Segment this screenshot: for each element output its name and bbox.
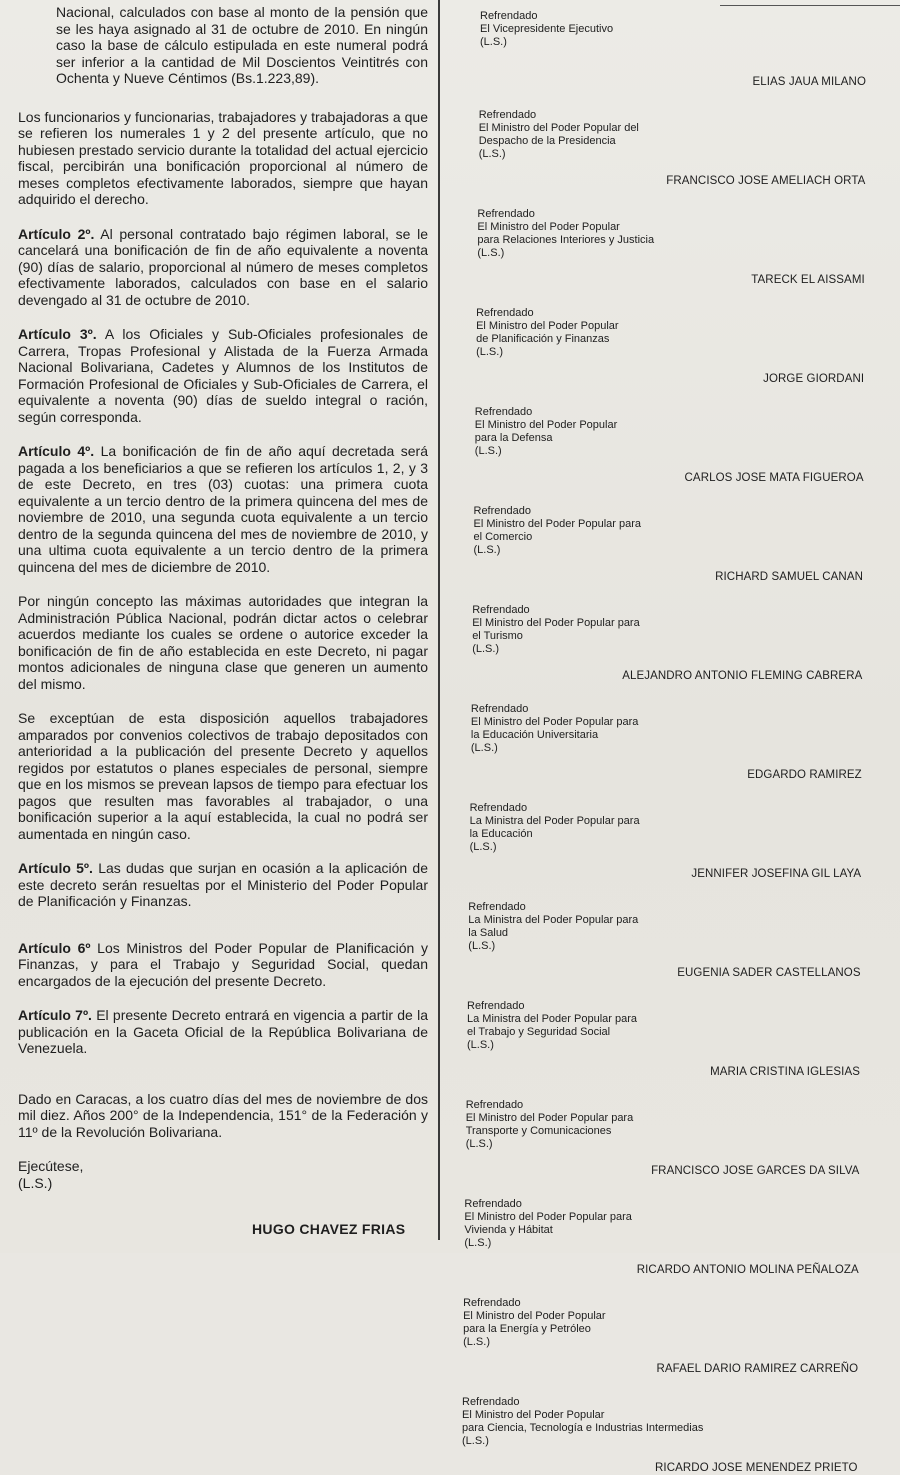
minister-title: El Ministro del Poder Popular para [470, 716, 639, 728]
article-4-title: Artículo 4º. [18, 443, 95, 459]
article-3-text: A los Oficiales y Sub-Oficiales profesionales de Carrera, Tropas Profesional y Alistada de la Fuerza Armada Nacional Bolivariana, Cadetes y Alumnos de los Institutos de Formación Profesional de Oficiales y Sub-Oficiales de Carrera, el equivalente a noventa (90) días de sueldo integral o ración, según corresponda. [18, 326, 429, 425]
article-3-title: Artículo 3º. [18, 326, 97, 342]
ls-seal-label: (L.S.) [478, 148, 506, 160]
refrendado-entry [467, 1000, 862, 1052]
refrendado-entry [476, 307, 862, 359]
refrendado-entry [479, 109, 862, 161]
ministry-name: para la Energía y Petróleo [463, 1323, 591, 1335]
ls-seal-label: (L.S.) [463, 1336, 490, 1348]
ministry-name: para Relaciones Interiores y Justicia [477, 234, 655, 246]
article-7 [18, 1007, 428, 1057]
ministry-name: de Planificación y Finanzas [476, 333, 610, 345]
article-2-title: Artículo 2º. [18, 225, 95, 242]
minister-name: EUGENIA SADER CASTELLANOS [677, 967, 861, 979]
refrendado-label: Refrendado [469, 802, 528, 814]
article-6-title: Artículo 6º [18, 939, 91, 956]
minister-title: El Ministro del Poder Popular [474, 419, 618, 431]
article-5-text: Las dudas que surjan en ocasión a la aplicación de este decreto serán resueltas por el Ministerio del Poder Popular de Planificación y Finanzas. [18, 860, 428, 909]
refrendado-label: Refrendado [477, 208, 535, 220]
refrendado-label: Refrendado [474, 406, 533, 418]
minister-title: La Ministra del Poder Popular para [467, 1013, 637, 1025]
ls-seal-label: (L.S.) [476, 346, 503, 358]
right-column [462, 10, 866, 1475]
minister-name: RICARDO JOSE MENENDEZ PRIETO [655, 1462, 858, 1474]
refrendado-entry [462, 1396, 862, 1448]
ejecutese-block [18, 1158, 428, 1191]
ls-seal-label: (L.S.) [464, 1237, 492, 1249]
article-3 [18, 326, 428, 425]
article-4-text: La bonificación de fin de año aquí decretada será pagada a los beneficiarios a que se refieren los artículos 1, 2, y 3 de este Decreto, en tres (03) cuotas: una primera cuota equivalente a un tercio dentro de la primera quincena del mes de noviembre de 2010, una segunda cuota equivalente a un tercio dentro de la segunda quincena del mes de noviembre de 2010, y una ultima cuota equivalente a un tercio dentro de la primera quincena del mes de diciembre de 2010. [18, 443, 428, 575]
minister-name: FRANCISCO JOSE GARCES DA SILVA [651, 1165, 860, 1177]
minister-title: El Vicepresidente Ejecutivo [480, 23, 614, 35]
article-2-text: Al personal contratado bajo régimen laboral, se le cancelará una bonificación de fin de año equivalente a noventa (90) días de salario, proporcional al número de meses completos efectivamente laborados, calculados con base en el salario devengado al 31 de octubre de 2010. [18, 225, 428, 308]
refrendado-label: Refrendado [463, 1297, 521, 1309]
minister-name: JORGE GIORDANI [763, 373, 865, 385]
refrendado-entry [466, 1099, 862, 1151]
ministry-name: Transporte y Comunicaciones [465, 1125, 612, 1137]
article-4 [18, 443, 428, 575]
minister-name: ALEJANDRO ANTONIO FLEMING CABRERA [622, 670, 863, 682]
minister-title: El Ministro del Poder Popular para [473, 518, 642, 530]
minister-title: La Ministra del Poder Popular para [468, 914, 639, 926]
refrendado-entry [475, 406, 862, 458]
minister-title: El Ministro del Poder Popular [476, 320, 619, 332]
refrendado-entry [468, 901, 862, 953]
refrendado-label: Refrendado [462, 1396, 520, 1408]
minister-name: FRANCISCO JOSE AMELIACH ORTA [666, 175, 866, 187]
paragraph-dado: Dado en Caracas, a los cuatro días del mes de noviembre de dos mil diez. Años 200° de la Independencia, 151° de la Federación y 11º de la Revolución Bolivariana. [18, 1090, 428, 1140]
refrendado-label: Refrendado [468, 901, 526, 913]
refrendado-entry [463, 1297, 862, 1349]
minister-title: El Ministro del Poder Popular para [464, 1211, 632, 1223]
refrendado-entry [480, 10, 862, 49]
ministry-name: para Ciencia, Tecnología e Industrias Intermedias [462, 1422, 704, 1434]
left-column [18, 4, 428, 1191]
refrendado-entry [474, 505, 863, 557]
ejecutese-label: Ejecútese, [18, 1158, 84, 1174]
ejecutese-ls: (L.S.) [18, 1174, 53, 1191]
paragraph-intro: Nacional, calculados con base al monto de la pensión que se les haya asignado al 31 de octubre de 2010. En ningún caso la base de cálculo estipulada en este numeral podrá ser inferior a la cantidad de Mil Doscientos Veintitrés con Ochenta y Nueve Céntimos (Bs.1.223,89). [56, 4, 428, 86]
refrendado-label: Refrendado [480, 10, 538, 22]
ls-seal-label: (L.S.) [473, 544, 501, 556]
minister-title: El Ministro del Poder Popular [477, 221, 620, 233]
ministry-name: Vivienda y Hábitat [464, 1224, 553, 1236]
minister-title: La Ministra del Poder Popular para [469, 815, 640, 827]
minister-title: El Ministro del Poder Popular del [478, 122, 639, 134]
refrendado-entry [471, 703, 862, 755]
ls-seal-label: (L.S.) [462, 1435, 489, 1447]
ministry-name: el Comercio [473, 531, 533, 543]
ministry-name: para la Defensa [474, 432, 553, 444]
refrendado-label: Refrendado [476, 307, 534, 319]
refrendado-label: Refrendado [470, 703, 529, 715]
ls-seal-label: (L.S.) [465, 1138, 493, 1150]
refrendado-entry [472, 604, 862, 656]
minister-name: CARLOS JOSE MATA FIGUEROA [684, 472, 864, 484]
refrendado-label: Refrendado [478, 109, 537, 121]
ls-seal-label: (L.S.) [480, 36, 507, 48]
refrendado-entry [477, 208, 862, 260]
article-5 [18, 860, 428, 910]
minister-name: MARIA CRISTINA IGLESIAS [710, 1066, 860, 1078]
refrendado-label: Refrendado [472, 604, 530, 616]
minister-title: El Ministro del Poder Popular para [472, 617, 640, 629]
ls-seal-label: (L.S.) [468, 940, 496, 952]
ls-seal-label: (L.S.) [474, 445, 502, 457]
paragraph-concepto: Por ningún concepto las máximas autoridades que integran la Administración Pública Nacional, podrán dictar actos o celebrar acuerdos mediante los cuales se ordene o autorice exceder la bonificación de fin de año establecida en este Decreto, ni pagar montos adicionales de ninguna clase que generen un aumento del mismo. [18, 593, 428, 692]
minister-name: EDGARDO RAMIREZ [747, 769, 862, 781]
refrendado-entry [464, 1198, 862, 1250]
refrendado-label: Refrendado [464, 1198, 522, 1210]
minister-name: TARECK EL AISSAMI [751, 274, 865, 286]
minister-name: JENNIFER JOSEFINA GIL LAYA [691, 868, 862, 880]
minister-name: RICHARD SAMUEL CANAN [715, 571, 863, 583]
refrendado-entry [470, 802, 862, 854]
article-2 [18, 226, 428, 309]
article-7-text: El presente Decreto entrará en vigencia a partir de la publicación en la Gaceta Oficial de la República Bolivariana de Venezuela. [18, 1007, 428, 1056]
minister-name: RAFAEL DARIO RAMIREZ CARREÑO [656, 1363, 859, 1375]
president-signature: HUGO CHAVEZ FRIAS [252, 1221, 406, 1237]
minister-title: El Ministro del Poder Popular para [465, 1112, 634, 1124]
ls-seal-label: (L.S.) [469, 841, 497, 853]
ls-seal-label: (L.S.) [467, 1039, 494, 1051]
refrendado-label: Refrendado [467, 1000, 525, 1012]
minister-title: El Ministro del Poder Popular [462, 1409, 605, 1421]
ls-seal-label: (L.S.) [477, 247, 505, 259]
minister-name: RICARDO ANTONIO MOLINA PEÑALOZA [636, 1264, 859, 1276]
article-6 [18, 940, 428, 990]
article-5-title: Artículo 5º. [18, 860, 93, 876]
top-rule [720, 5, 900, 6]
refrendado-label: Refrendado [465, 1099, 524, 1111]
minister-title: El Ministro del Poder Popular [463, 1310, 606, 1322]
article-6-text: Los Ministros del Poder Popular de Planificación y Finanzas, y para el Trabajo y Seguridad Social, quedan encargados de la ejecución del presente Decreto. [18, 939, 428, 989]
refrendado-label: Refrendado [473, 505, 531, 517]
paragraph-exceptuan: Se exceptúan de esta disposición aquellos trabajadores amparados por convenios colectivos de trabajo depositados con anterioridad a la publicación del presente Decreto y aquellos regidos por estatutos o planes especiales de personal, siempre que en los mismos se prevean lapsos de tiempo para efectuar los pagos que resulten mas favorables al trabajador, o una bonificación superior a la aquí establecida, la cual no podrá ser aumentada en ningún caso. [18, 710, 428, 842]
ls-seal-label: (L.S.) [470, 742, 498, 754]
ministry-name: Despacho de la Presidencia [478, 135, 616, 147]
ministry-name: la Educación Universitaria [470, 729, 599, 741]
article-7-title: Artículo 7º. [18, 1007, 92, 1023]
minister-name: ELIAS JAUA MILANO [752, 76, 866, 88]
ministry-name: la Educación [469, 828, 533, 840]
ministry-name: el Turismo [472, 630, 523, 642]
paragraph-funcionarios: Los funcionarios y funcionarias, trabajadores y trabajadoras a que se refieren los numerales 1 y 2 del presente artículo, que no hubiesen prestado servicio durante la totalidad del actual ejercicio fiscal, percibirán una bonificación proporcional al número de meses completos efectivamente laborados, siempre que hayan adquirido el derecho. [18, 108, 428, 207]
ls-seal-label: (L.S.) [472, 643, 500, 655]
ministry-name: el Trabajo y Seguridad Social [467, 1026, 611, 1038]
column-divider [438, 0, 440, 1240]
ministry-name: la Salud [468, 927, 509, 939]
